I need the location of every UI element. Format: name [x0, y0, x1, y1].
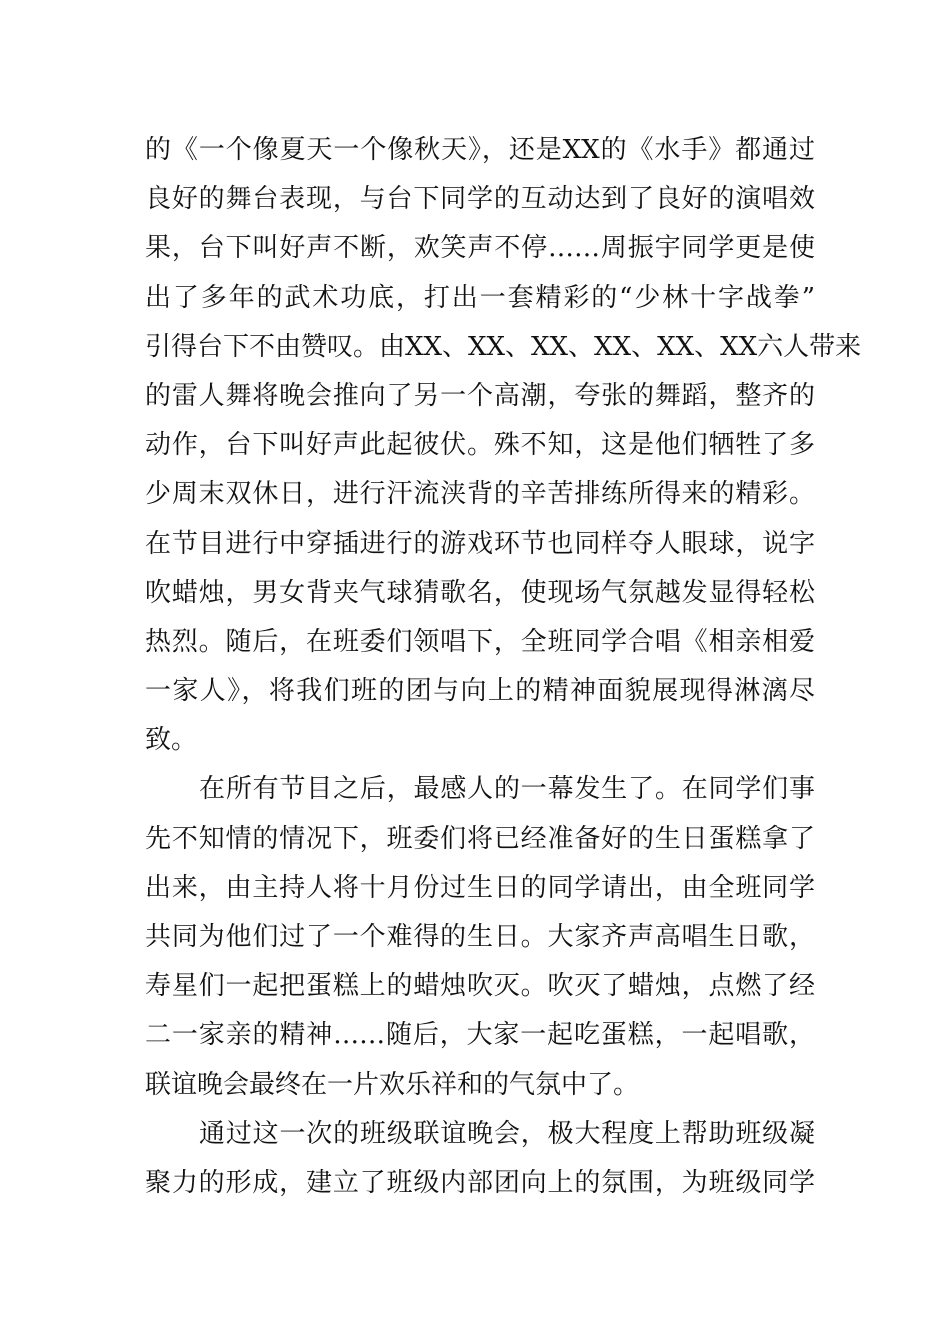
text-line: 的雷人舞将晚会推向了另一个高潮，夸张的舞蹈，整齐的	[145, 380, 815, 411]
text-line: 的《一个像夏天一个像秋天》，还是XX的《水手》都通过	[145, 135, 815, 165]
text-line: 热烈。随后，在班委们领唱下，全班同学合唱《相亲相爱	[145, 626, 815, 657]
text-line: 良好的舞台表现，与台下同学的互动达到了良好的演唱效	[145, 184, 815, 215]
text-line: 聚力的形成，建立了班级内部团向上的氛围，为班级同学	[145, 1167, 815, 1198]
document-body	[145, 126, 862, 1208]
text-line: 共同为他们过了一个难得的生日。大家齐声高唱生日歌，	[145, 922, 815, 952]
text-line: 一家人》，将我们班的团与向上的精神面貌展现得淋漓尽	[145, 676, 815, 707]
text-line: 出来，由主持人将十月份过生日的同学请出，由全班同学	[145, 872, 815, 903]
text-line: 引得台下不由赞叹。由XX、XX、XX、XX、XX、XX六人带来	[145, 331, 862, 362]
text-line: 寿星们一起把蛋糕上的蜡烛吹灭。吹灭了蜡烛，点燃了经	[145, 971, 815, 1002]
text-line: 联谊晚会最终在一片欢乐祥和的气氛中了。	[145, 1069, 640, 1100]
text-line: 果，台下叫好声不断，欢笑声不停……周振宇同学更是使	[145, 233, 815, 264]
text-line: 先不知情的情况下，班委们将已经准备好的生日蛋糕拿了	[145, 823, 815, 854]
text-line: 在所有节目之后，最感人的一幕发生了。在同学们事	[199, 774, 815, 805]
paragraph-3	[145, 1110, 815, 1208]
text-line: 少周末双休日，进行汗流浃背的辛苦排练所得来的精彩。	[145, 479, 815, 510]
paragraph-1	[145, 126, 862, 765]
text-line: 吹蜡烛，男女背夹气球猜歌名，使现场气氛越发显得轻松	[145, 577, 815, 608]
text-line: 在节目进行中穿插进行的游戏环节也同样夺人眼球，说字	[145, 528, 815, 559]
text-line: 二一家亲的精神……随后，大家一起吃蛋糕，一起唱歌，	[145, 1020, 815, 1051]
text-line: 出了多年的武术功底，打出一套精彩的“少林十字战拳”	[145, 282, 815, 313]
paragraph-2	[145, 765, 815, 1109]
text-line: 通过这一次的班级联谊晚会，极大程度上帮助班级凝	[199, 1118, 815, 1149]
text-line: 致。	[145, 725, 198, 756]
text-line: 动作，台下叫好声此起彼伏。殊不知，这是他们牺牲了多	[145, 430, 815, 461]
